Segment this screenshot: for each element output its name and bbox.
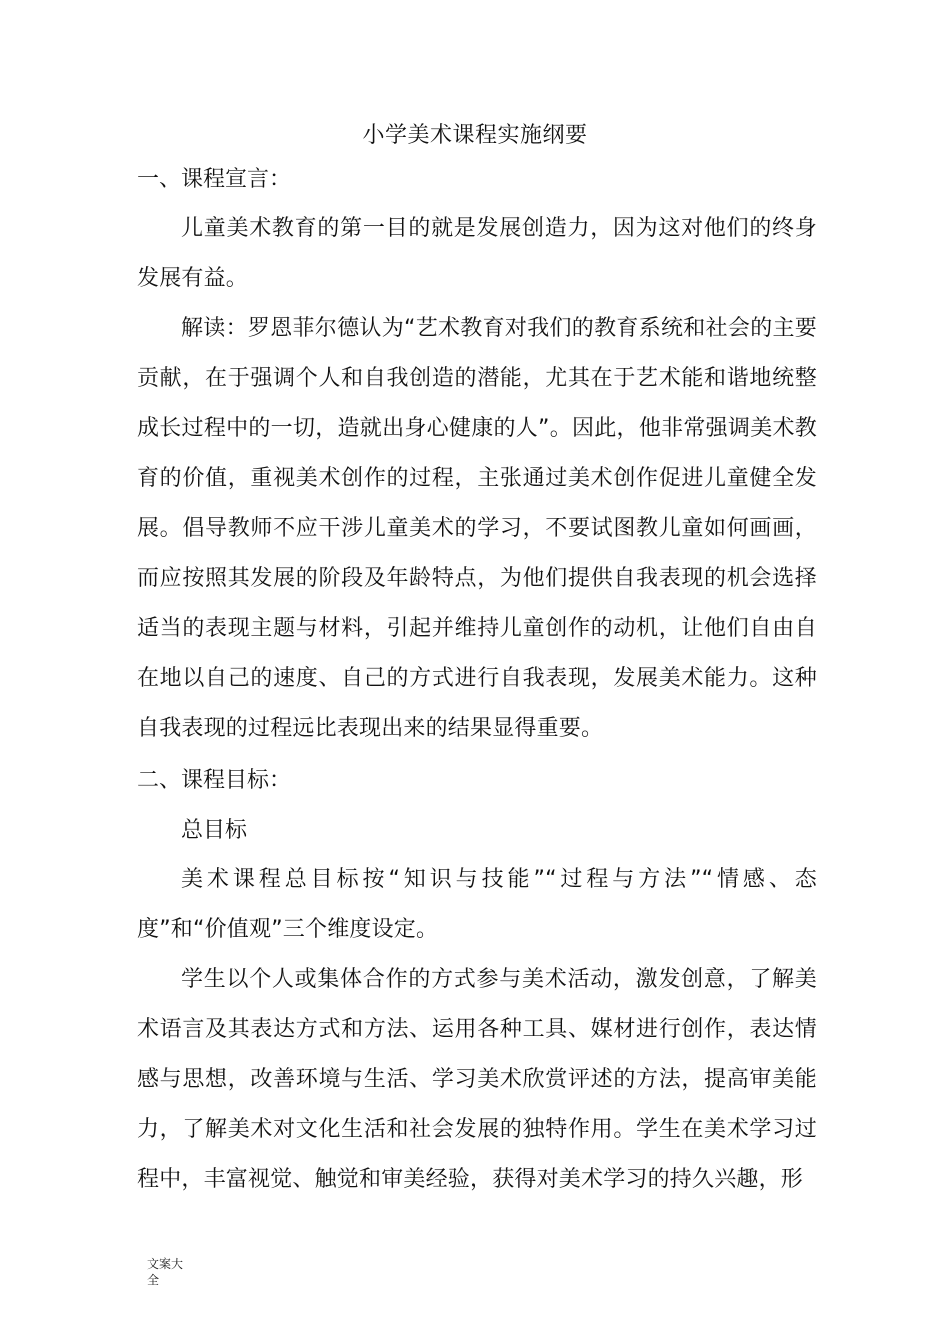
document-title: 小学美术课程实施纲要 xyxy=(362,123,588,148)
paragraph-dimensions: 美术课程总目标按“知识与技能”“过程与方法”“情感、态度”和“价值观”三个维度设定。 xyxy=(137,867,817,942)
paragraph-student-goals: 学生以个人或集体合作的方式参与美术活动，激发创意，了解美术语言及其表达方式和方法、运用各种工具、媒材进行创作，表达情感与思想，改善环境与生活、学习美术欣赏评述的方法，提高审美能力，了解美术对文化生活和社会发展的独特作用。学生在美术学习过程中，丰富视觉、触觉和审美经验，获得对美术学习的持久兴趣，形 xyxy=(137,967,817,1192)
section-heading-goals: 二、课程目标： xyxy=(137,768,292,793)
paragraph-declaration: 儿童美术教育的第一目的就是发展创造力，因为这对他们的终身发展有益。 xyxy=(137,216,817,291)
footer-label: 文案大全 xyxy=(147,1257,184,1287)
paragraph-interpretation: 解读：罗恩菲尔德认为“艺术教育对我们的教育系统和社会的主要贡献，在于强调个人和自我创造的潜能，尤其在于艺术能和谐地统整成长过程中的一切，造就出身心健康的人”。因此，他非常强调美术教育的价值，重视美术创作的过程，主张通过美术创作促进儿童健全发展。倡导教师不应干涉儿童美术的学习，不要试图教儿童如何画画，而应按照其发展的阶段及年龄特点，为他们提供自我表现的机会选择适当的表现主题与材料，引起并维持儿童创作的动机，让他们自由自在地以自己的速度、自己的方式进行自我表现，发展美术能力。这种自我表现的过程远比表现出来的结果显得重要。 xyxy=(137,316,817,741)
subheading-overall-goal: 总目标 xyxy=(181,818,248,843)
section-heading-declaration: 一、课程宣言： xyxy=(137,167,292,192)
